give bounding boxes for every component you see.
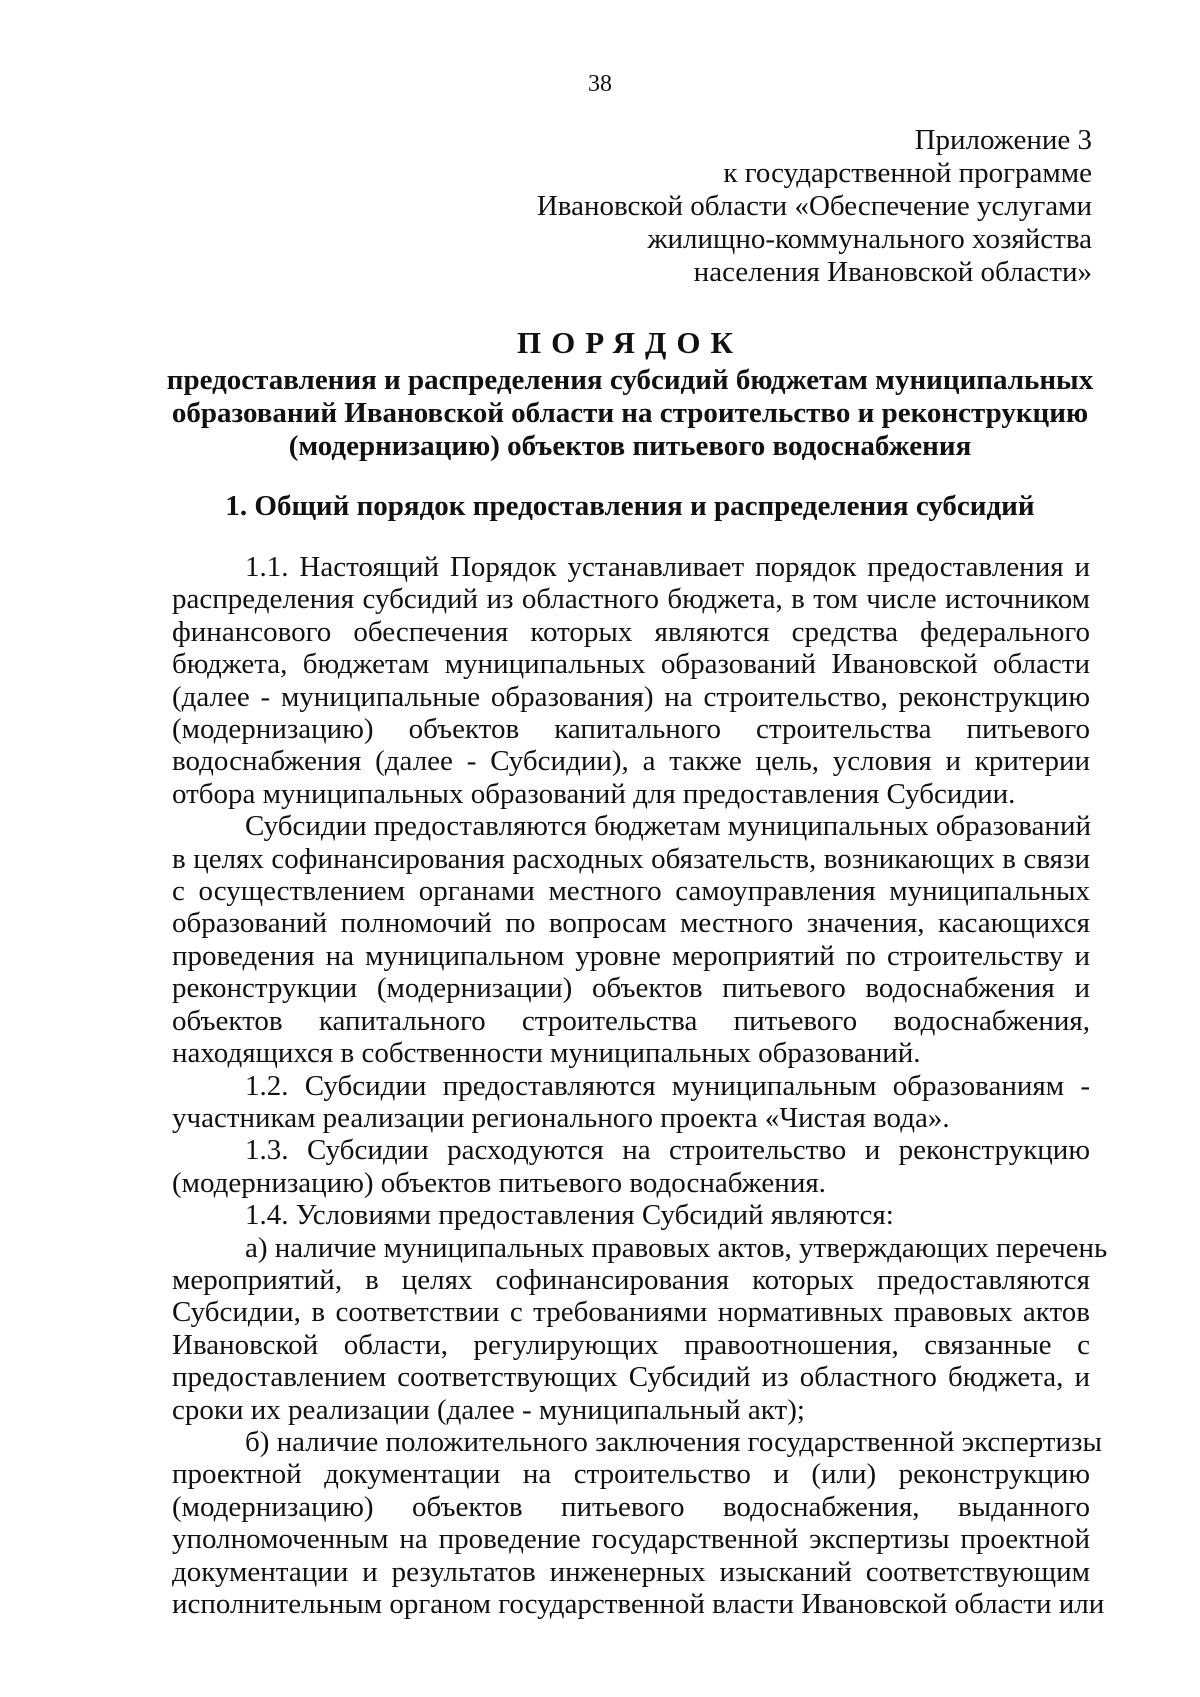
paragraph-line: сроки их реализации (далее - муниципальный акт); — [172, 1393, 805, 1426]
paragraph-line: (модернизацию) объектов питьевого водоснабжения, выданного — [172, 1490, 1090, 1523]
title-subline: предоставления и распределения субсидий бюджетам муниципальных — [166, 364, 1094, 396]
paragraph-line: уполномоченным на проведение государственной экспертизы проектной — [172, 1523, 1090, 1556]
appendix-reference — [392, 124, 1092, 289]
title-subline: образований Ивановской области на строительство и реконструкцию — [171, 397, 1089, 429]
appendix-line: Приложение 3 — [914, 124, 1092, 156]
paragraph-line: находящихся в собственности муниципальных образований. — [172, 1037, 921, 1070]
paragraph-line: отбора муниципальных образований для предоставления Субсидии. — [172, 777, 1016, 810]
paragraph-line: Субсидии предоставляются бюджетам муниципальных образований — [245, 810, 1091, 843]
paragraph-line: участникам реализации регионального проекта «Чистая вода». — [172, 1101, 950, 1134]
paragraph-line: мероприятий, в целях софинансирования которых предоставляются — [172, 1263, 1090, 1296]
paragraph-line: (далее - муниципальные образования) на строительство, реконструкцию — [172, 680, 1090, 713]
section-heading: 1. Общий порядок предоставления и распределения субсидий — [225, 490, 1035, 522]
paragraph-line: Субсидии, в соответствии с требованиями нормативных правовых актов — [172, 1296, 1090, 1329]
document-title — [160, 322, 1100, 463]
paragraph-line: 1.3. Субсидии расходуются на строительство и реконструкцию — [245, 1134, 1090, 1167]
title-main: ПОРЯДОК — [517, 325, 743, 360]
paragraph-line: б) наличие положительного заключения государственной экспертизы — [245, 1425, 1102, 1458]
paragraph-line: исполнительным органом государственной власти Ивановской области или — [172, 1588, 1105, 1620]
paragraph-line: проектной документации на строительство и (или) реконструкцию — [172, 1458, 1090, 1491]
page-number: 38 — [588, 71, 612, 97]
paragraph-line: 1.1. Настоящий Порядок устанавливает порядок предоставления и — [245, 551, 1090, 583]
appendix-line: к государственной программе — [723, 157, 1092, 189]
title-subline: (модернизацию) объектов питьевого водоснабжения — [288, 430, 972, 462]
appendix-line: населения Ивановской области» — [693, 256, 1092, 288]
paragraph-line: водоснабжения (далее - Субсидии), а также цель, условия и критерии — [172, 745, 1090, 778]
paragraph-line: образований полномочий по вопросам местного значения, касающихся — [172, 907, 1090, 940]
paragraph-line: 1.2. Субсидии предоставляются муниципальным образованиям - — [245, 1069, 1090, 1102]
paragraph-line: документации и результатов инженерных изысканий соответствующим — [172, 1555, 1090, 1588]
paragraph-line: распределения субсидий из областного бюджета, в том числе источником — [172, 583, 1090, 616]
paragraph-line: реконструкции (модернизации) объектов питьевого водоснабжения и — [172, 972, 1090, 1005]
paragraph-line: бюджета, бюджетам муниципальных образований Ивановской области — [172, 648, 1090, 681]
paragraph-line: финансового обеспечения которых являются средства федерального — [172, 615, 1090, 648]
paragraph-line: в целях софинансирования расходных обязательств, возникающих в связи — [172, 842, 1090, 875]
appendix-line: Ивановской области «Обеспечение услугами — [536, 190, 1092, 222]
paragraph-line: (модернизацию) объектов капитального строительства питьевого — [172, 713, 1090, 746]
paragraph-line: Ивановской области, регулирующих правоотношения, связанные с — [172, 1328, 1090, 1361]
paragraph-line: (модернизацию) объектов питьевого водоснабжения. — [172, 1166, 826, 1199]
paragraph-line: проведения на муниципальном уровне мероприятий по строительству и — [172, 939, 1090, 972]
body-text — [172, 551, 1108, 1620]
paragraph-line: предоставлением соответствующих Субсидий из областного бюджета, и — [172, 1361, 1090, 1394]
paragraph-line: а) наличие муниципальных правовых актов, утверждающих перечень — [245, 1231, 1108, 1264]
paragraph-line: с осуществлением органами местного самоуправления муниципальных — [172, 875, 1090, 908]
paragraph-line: 1.4. Условиями предоставления Субсидий являются: — [245, 1199, 894, 1232]
paragraph-line: объектов капитального строительства питьевого водоснабжения, — [172, 1004, 1090, 1037]
appendix-line: жилищно-коммунального хозяйства — [647, 223, 1092, 255]
